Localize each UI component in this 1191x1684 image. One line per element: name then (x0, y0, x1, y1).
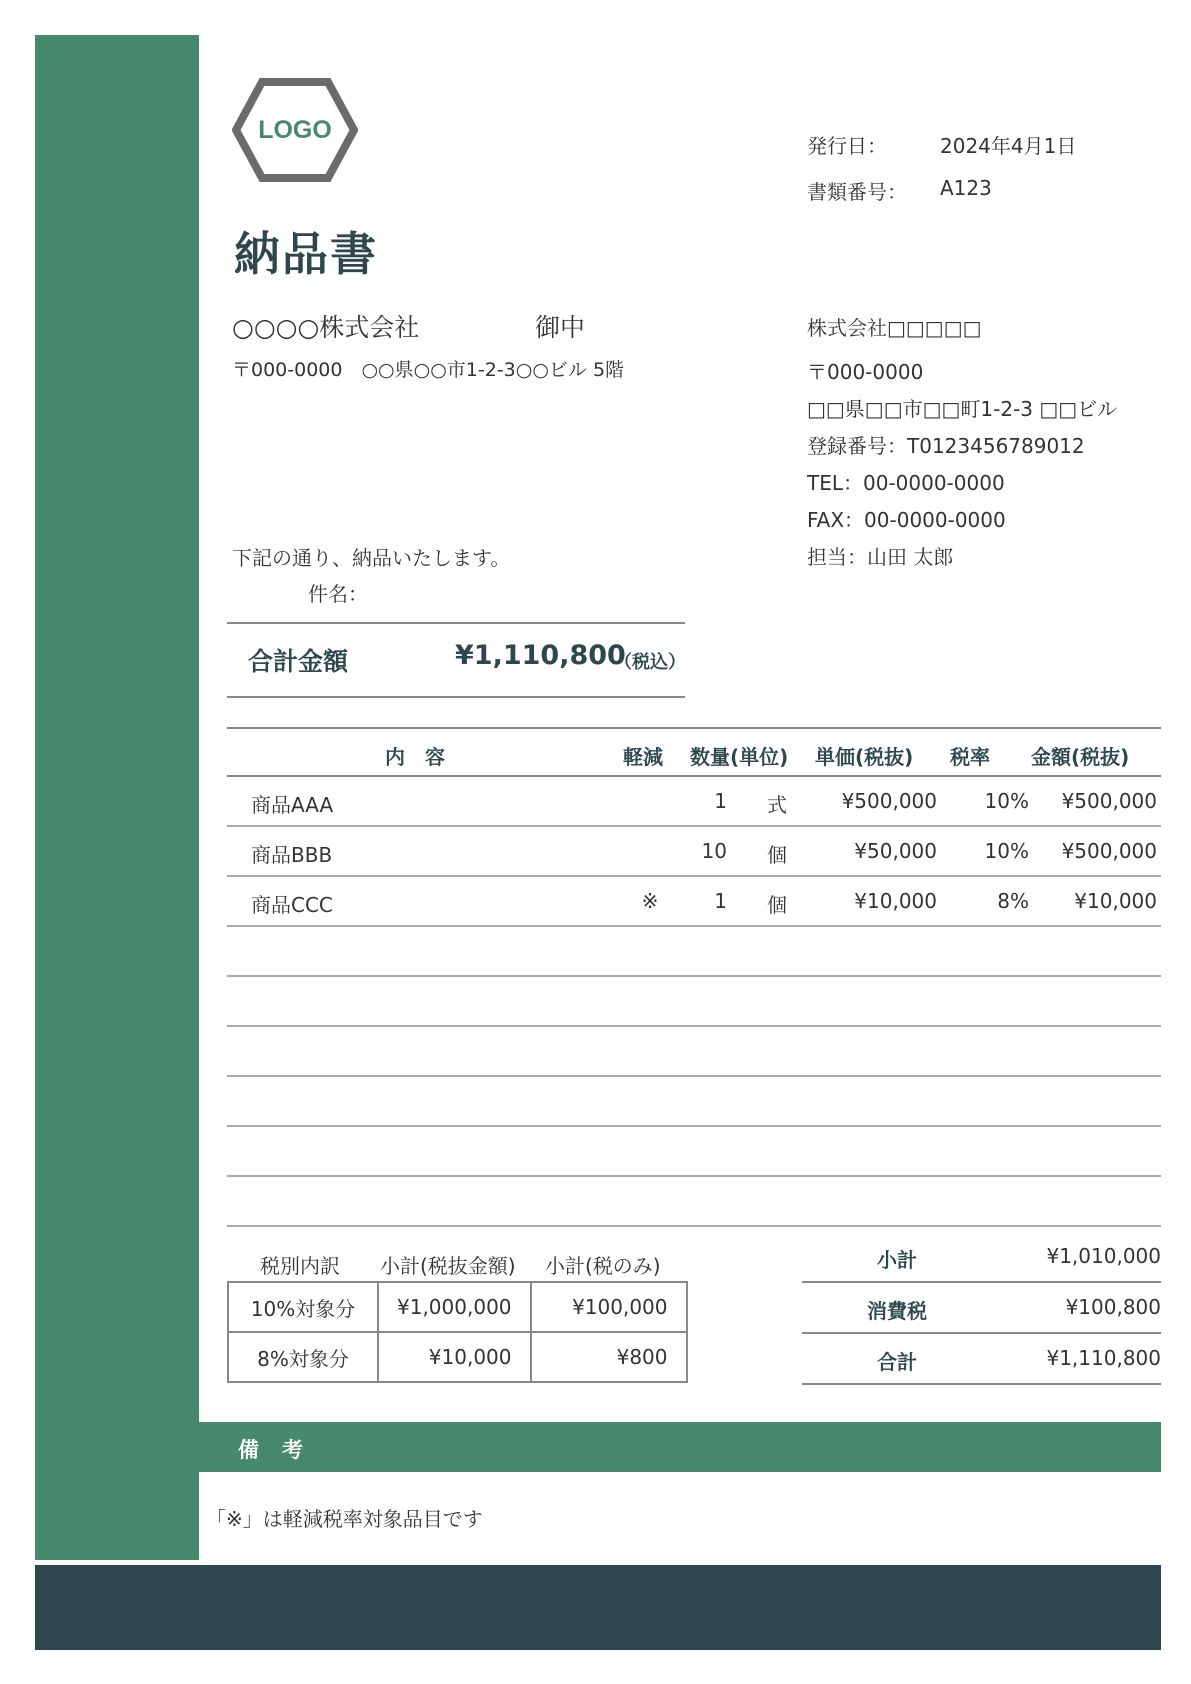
table-row (227, 1077, 1161, 1127)
total-divider-top (227, 622, 685, 624)
table-row (227, 1127, 1161, 1177)
summary-value: ¥1,110,800 (1046, 1346, 1161, 1370)
item-unit-price: ¥10,000 (854, 889, 937, 913)
item-reduced-mark: ※ (641, 889, 659, 913)
table-row (227, 827, 1161, 877)
table-row (227, 1027, 1161, 1077)
header-unit-price: 単価(税抜) (815, 745, 914, 769)
header-content: 内 容 (385, 745, 445, 769)
summary-row-subtotal (802, 1232, 1161, 1283)
item-unit: 式 (767, 793, 787, 817)
items-table (227, 727, 1161, 1227)
summary-value: ¥100,800 (1065, 1295, 1161, 1319)
tax-header-subtotal: 小計(税抜金額) (380, 1254, 516, 1278)
issuer-registration: 登録番号：T0123456789012 (807, 434, 1085, 458)
item-name: 商品AAA (251, 793, 334, 817)
item-unit: 個 (767, 893, 787, 917)
total-label: 合計金額 (248, 647, 349, 676)
issuer-contact: 担当：山田 太郎 (807, 545, 954, 569)
tax-row (228, 1282, 687, 1332)
item-qty: 1 (714, 889, 727, 913)
tax-row-tax: ¥800 (531, 1332, 687, 1382)
issue-date: 2024年4月1日 (940, 134, 1077, 158)
table-row (227, 877, 1161, 927)
intro-text: 下記の通り、納品いたします。 (232, 546, 511, 570)
issue-date-label: 発行日： (807, 134, 887, 158)
issuer-company: 株式会社□□□□□ (807, 316, 982, 340)
item-qty: 10 (701, 839, 727, 863)
total-amount: ¥1,110,800 (455, 640, 626, 671)
tax-row-subtotal: ¥10,000 (378, 1332, 531, 1382)
item-unit-price: ¥500,000 (841, 789, 937, 813)
company-logo (232, 78, 358, 182)
tax-row (228, 1332, 687, 1382)
client-address: 〒000-0000 ○○県○○市1-2-3○○ビル 5階 (232, 359, 625, 381)
footer-bar (35, 1565, 1161, 1650)
tax-header-type: 税別内訳 (260, 1254, 340, 1278)
client-honorific: 御中 (535, 313, 586, 342)
page-title: 納品書 (234, 227, 378, 281)
item-amount: ¥500,000 (1061, 789, 1157, 813)
item-tax-rate: 10% (984, 789, 1029, 813)
subject-label: 件名： (308, 582, 368, 606)
header-qty: 数量(単位) (690, 745, 789, 769)
tax-row-tax: ¥100,000 (531, 1282, 687, 1332)
item-unit: 個 (767, 843, 787, 867)
item-amount: ¥500,000 (1061, 839, 1157, 863)
item-name: 商品BBB (251, 843, 333, 867)
table-row (227, 977, 1161, 1027)
item-unit-price: ¥50,000 (854, 839, 937, 863)
item-name: 商品CCC (251, 893, 333, 917)
tax-row-label: 10%対象分 (228, 1282, 378, 1332)
summary-value: ¥1,010,000 (1046, 1244, 1161, 1268)
issuer-fax: FAX：00-0000-0000 (807, 508, 1006, 532)
tax-row-label: 8%対象分 (228, 1332, 378, 1382)
issuer-tel: TEL：00-0000-0000 (807, 471, 1005, 495)
remarks-title: 備 考 (238, 1438, 304, 1462)
left-accent-strip (35, 35, 199, 1560)
tax-breakdown-table (227, 1281, 688, 1383)
tax-header-tax-only: 小計(税のみ) (545, 1254, 661, 1278)
remarks-bar (35, 1422, 1161, 1472)
total-divider-bottom (227, 696, 685, 698)
total-tax-note: （税込） (614, 652, 686, 673)
item-tax-rate: 8% (997, 889, 1029, 913)
logo-text: LOGO (258, 116, 332, 144)
summary-table (802, 1232, 1161, 1385)
item-amount: ¥10,000 (1074, 889, 1157, 913)
item-tax-rate: 10% (984, 839, 1029, 863)
doc-number: A123 (940, 176, 992, 200)
header-amount: 金額(税抜) (1031, 745, 1130, 769)
doc-number-label: 書類番号： (807, 180, 907, 204)
summary-label: 消費税 (867, 1299, 927, 1323)
tax-row-subtotal: ¥1,000,000 (378, 1282, 531, 1332)
table-row (227, 777, 1161, 827)
item-qty: 1 (714, 789, 727, 813)
summary-row-total (802, 1334, 1161, 1385)
issuer-postal: 〒000-0000 (807, 360, 924, 384)
client-name: ○○○○株式会社 (232, 313, 420, 342)
remarks-note: 「※」は軽減税率対象品目です (206, 1507, 483, 1531)
issuer-address: □□県□□市□□町1-2-3 □□ビル (807, 397, 1118, 421)
table-row (227, 927, 1161, 977)
table-row (227, 1177, 1161, 1227)
summary-label: 合計 (877, 1350, 917, 1374)
header-rate: 税率 (950, 745, 990, 769)
header-reduced: 軽減 (623, 745, 663, 769)
summary-row-tax (802, 1283, 1161, 1334)
items-table-header (227, 727, 1161, 777)
summary-label: 小計 (877, 1248, 917, 1272)
